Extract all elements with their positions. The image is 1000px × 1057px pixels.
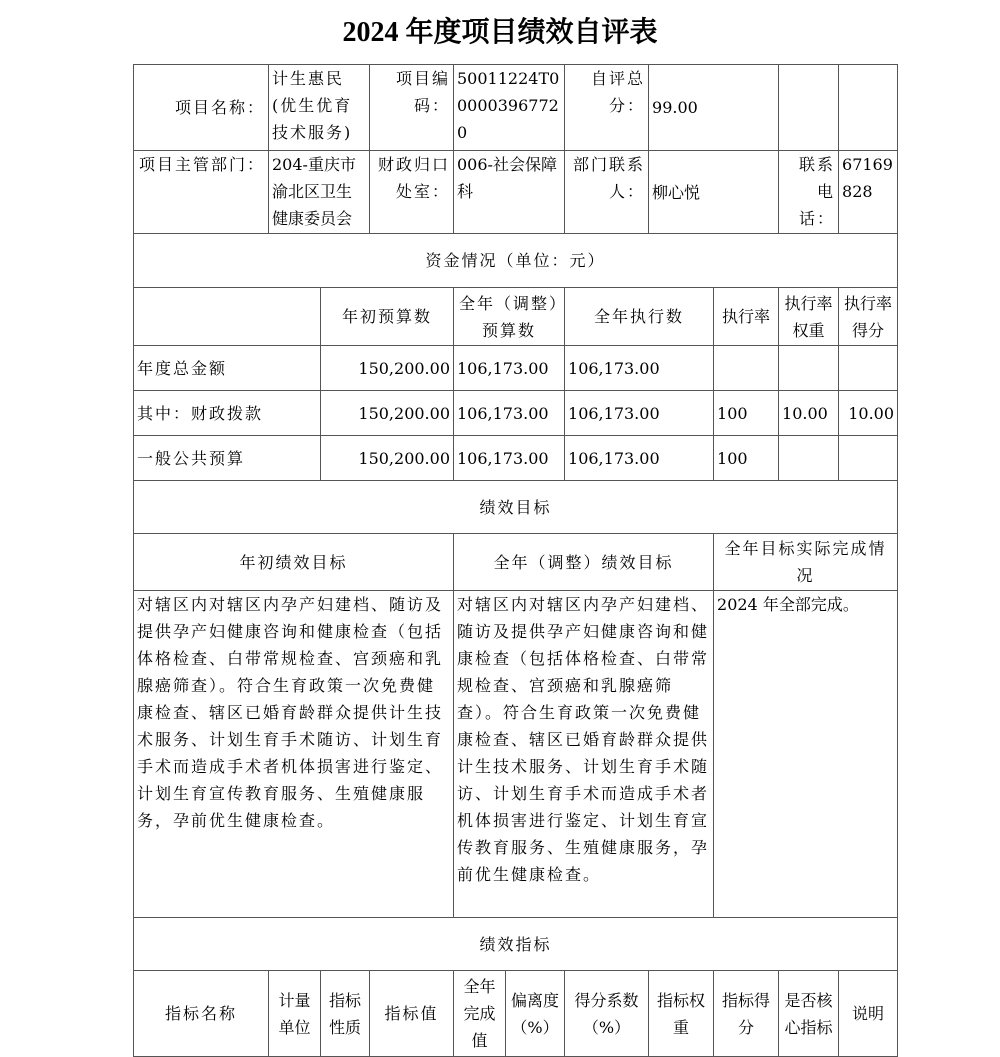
- cell: [779, 346, 839, 391]
- cell: 150,200.00: [321, 436, 454, 481]
- indicator-header: 指标得分: [714, 971, 779, 1057]
- empty-cell: [779, 65, 839, 151]
- adjusted-goal: 对辖区内对辖区内孕产妇建档、随访及提供孕产妇健康咨询和健康检查（包括体格检查、白带常规检查、宫颈癌和乳腺癌筛查）。符合生育政策一次免费健康检查、辖区已婚育龄群众提供计生技术服务、计划生育手术随访、计划生育手术而造成手术者机体损害进行鉴定、计划生育宣传教育服务、生殖健康服务，孕前优生健康检查。: [454, 591, 714, 918]
- cell: 年度总金额: [134, 346, 321, 391]
- finance-label: 财政归口处室：: [370, 151, 454, 234]
- cell: 一般公共预算: [134, 436, 321, 481]
- indicators-heading: 绩效指标: [134, 918, 898, 971]
- indicator-header: 指标值: [370, 971, 454, 1057]
- funds-header: 执行率权重: [779, 288, 839, 346]
- score-label: 自评总分：: [565, 65, 649, 151]
- phone: 67169828: [839, 151, 898, 234]
- indicator-header: 得分系数（%）: [565, 971, 649, 1057]
- finance: 006-社会保障科: [454, 151, 565, 234]
- project-name-label: 项目名称：: [134, 65, 269, 151]
- cell: [779, 436, 839, 481]
- dept-label: 项目主管部门：: [134, 151, 269, 234]
- cell: 150,200.00: [321, 391, 454, 436]
- indicator-header: 指标性质: [321, 971, 370, 1057]
- page-title: 2024 年度项目绩效自评表: [342, 17, 658, 48]
- phone-label: 联系电话：: [779, 151, 839, 234]
- indicator-header: 偏离度（%）: [506, 971, 565, 1057]
- cell: 106,173.00: [565, 346, 714, 391]
- project-name: 计生惠民(优生优育技术服务): [269, 65, 370, 151]
- funds-row: [134, 391, 898, 436]
- funds-header: 全年（调整）预算数: [454, 288, 565, 346]
- contact: 柳心悦: [649, 151, 779, 234]
- cell: 其中：财政拨款: [134, 391, 321, 436]
- funds-row: [134, 436, 898, 481]
- cell: 106,173.00: [454, 391, 565, 436]
- cell: 100: [714, 391, 779, 436]
- funds-header: 年初预算数: [321, 288, 454, 346]
- funds-heading: 资金情况（单位：元）: [134, 234, 898, 288]
- evaluation-table: [133, 64, 898, 1057]
- indicator-header: 是否核心指标: [779, 971, 839, 1057]
- actual-completion: 2024 年全部完成。: [714, 591, 898, 918]
- cell: [839, 436, 898, 481]
- cell: [714, 346, 779, 391]
- indicator-header: 计量单位: [269, 971, 321, 1057]
- cell: 106,173.00: [565, 436, 714, 481]
- goals-heading: 绩效目标: [134, 481, 898, 534]
- cell: 100: [714, 436, 779, 481]
- indicator-header: 说明: [839, 971, 898, 1057]
- cell: 106,173.00: [565, 391, 714, 436]
- indicators-header-row: [134, 971, 898, 1057]
- funds-row: [134, 346, 898, 391]
- project-code-label: 项目编码：: [370, 65, 454, 151]
- project-code: 50011224T000003967720: [454, 65, 565, 151]
- score: 99.00: [649, 65, 779, 151]
- funds-header: 执行率: [714, 288, 779, 346]
- funds-header: [134, 288, 321, 346]
- goals-header: 年初绩效目标: [134, 534, 454, 591]
- indicator-header: 指标权重: [649, 971, 714, 1057]
- cell: 150,200.00: [321, 346, 454, 391]
- empty-cell: [839, 65, 898, 151]
- goals-header: 全年目标实际完成情况: [714, 534, 898, 591]
- indicator-header: 指标名称: [134, 971, 269, 1057]
- contact-label: 部门联系人：: [565, 151, 649, 234]
- cell: [839, 346, 898, 391]
- cell: 10.00: [779, 391, 839, 436]
- goals-header: 全年（调整）绩效目标: [454, 534, 714, 591]
- initial-goal: 对辖区内对辖区内孕产妇建档、随访及提供孕产妇健康咨询和健康检查（包括体格检查、白带常规检查、宫颈癌和乳腺癌筛查）。符合生育政策一次免费健康检查、辖区已婚育龄群众提供计生技术服务、计划生育手术随访、计划生育手术而造成手术者机体损害进行鉴定、计划生育宣传教育服务、生殖健康服务，孕前优生健康检查。: [134, 591, 454, 918]
- cell: 10.00: [839, 391, 898, 436]
- cell: 106,173.00: [454, 346, 565, 391]
- funds-header: 执行率得分: [839, 288, 898, 346]
- funds-header: 全年执行数: [565, 288, 714, 346]
- dept: 204-重庆市渝北区卫生健康委员会: [269, 151, 370, 234]
- indicator-header: 全年完成值: [454, 971, 506, 1057]
- cell: 106,173.00: [454, 436, 565, 481]
